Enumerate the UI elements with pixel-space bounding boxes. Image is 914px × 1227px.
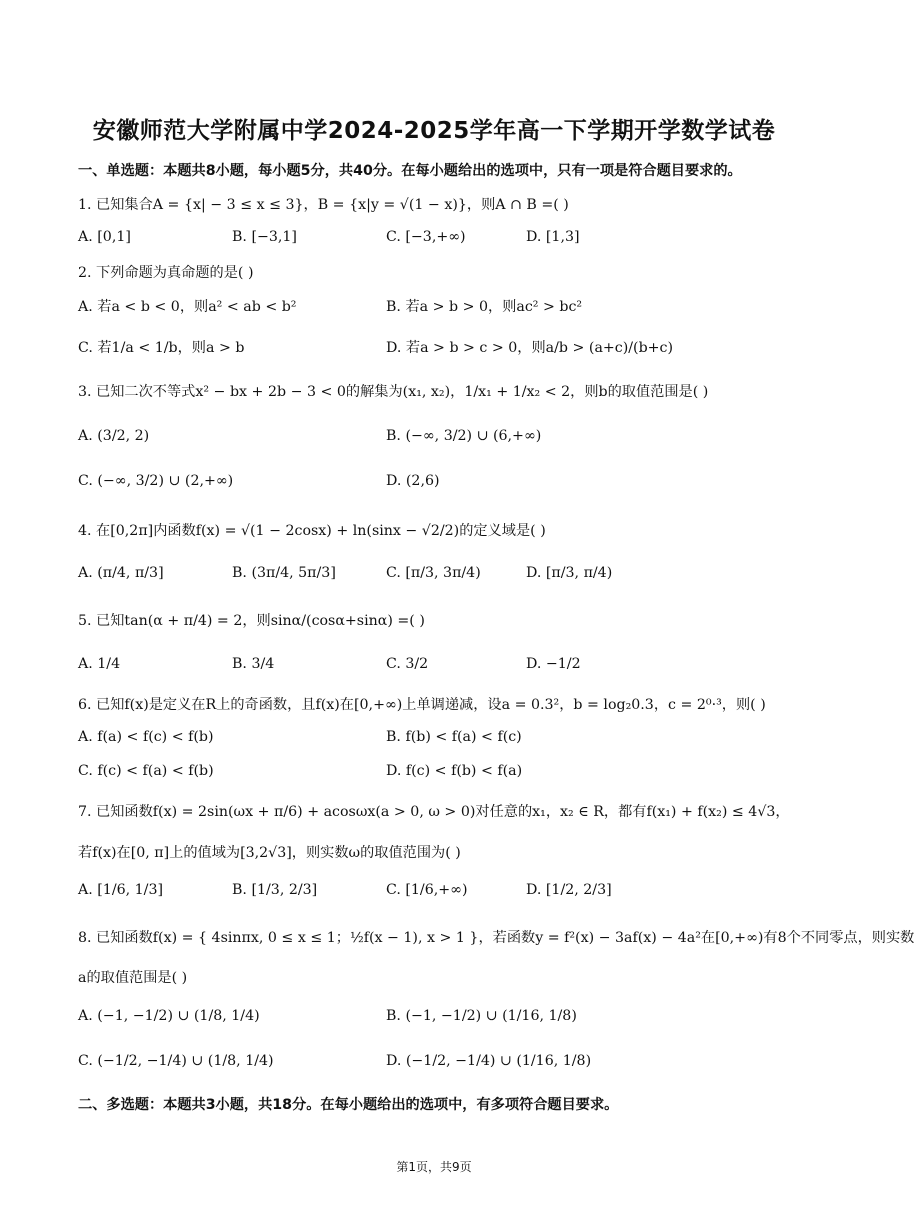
- question-8-option-c: C. (−1/2, −1/4) ∪ (1/8, 1/4): [78, 1053, 274, 1069]
- question-2-option-c: C. 若1/a < 1/b，则a > b: [78, 340, 245, 356]
- question-7-option-a: A. [1/6, 1/3]: [78, 882, 164, 898]
- question-1-option-d: D. [1,3]: [526, 229, 580, 245]
- question-4-option-c: C. [π/3, 3π/4): [386, 565, 481, 581]
- question-1-stem: 1. 已知集合A = {x| − 3 ≤ x ≤ 3}，B = {x|y = √(1 − x)}，则A ∩ B =( ): [78, 197, 569, 213]
- page-title: 安徽师范大学附属中学2024-2025学年高一下学期开学数学试卷: [92, 118, 776, 144]
- question-5-option-c: C. 3/2: [386, 656, 429, 672]
- question-5-option-d: D. −1/2: [526, 656, 581, 672]
- question-7-option-d: D. [1/2, 2/3]: [526, 882, 612, 898]
- question-3-option-a: A. (3/2, 2): [78, 428, 150, 444]
- question-6-option-c: C. f(c) < f(a) < f(b): [78, 763, 214, 779]
- question-2-option-b: B. 若a > b > 0，则ac² > bc²: [386, 299, 583, 315]
- question-8-option-d: D. (−1/2, −1/4) ∪ (1/16, 1/8): [386, 1053, 592, 1069]
- question-1-option-b: B. [−3,1]: [232, 229, 297, 245]
- question-6-stem: 6. 已知f(x)是定义在R上的奇函数，且f(x)在[0,+∞)上单调递减，设a = 0.3²，b = log₂0.3，c = 2⁰·³，则( ): [78, 697, 766, 713]
- question-2-option-a: A. 若a < b < 0，则a² < ab < b²: [78, 299, 297, 315]
- question-4-option-b: B. (3π/4, 5π/3]: [232, 565, 336, 581]
- question-3-option-c: C. (−∞, 3/2) ∪ (2,+∞): [78, 473, 234, 489]
- question-1-option-a: A. [0,1]: [78, 229, 131, 245]
- question-3-stem: 3. 已知二次不等式x² − bx + 2b − 3 < 0的解集为(x₁, x₂)，1/x₁ + 1/x₂ < 2，则b的取值范围是( ): [78, 384, 709, 400]
- question-3-option-b: B. (−∞, 3/2) ∪ (6,+∞): [386, 428, 542, 444]
- question-1-option-c: C. [−3,+∞): [386, 229, 466, 245]
- question-2-stem: 2. 下列命题为真命题的是( ): [78, 265, 254, 281]
- question-8-option-a: A. (−1, −1/2) ∪ (1/8, 1/4): [78, 1008, 260, 1024]
- question-8-stem-line1: 8. 已知函数f(x) = { 4sinπx, 0 ≤ x ≤ 1；½f(x − 1), x > 1 }，若函数y = f²(x) − 3af(x) − 4a²在[0,+∞)有8个不同零点，则实数: [78, 930, 914, 946]
- question-5-option-b: B. 3/4: [232, 656, 275, 672]
- question-5-option-a: A. 1/4: [78, 656, 121, 672]
- page-footer: 第1页，共9页: [396, 1160, 472, 1174]
- question-6-option-a: A. f(a) < f(c) < f(b): [78, 729, 214, 745]
- question-7-option-c: C. [1/6,+∞): [386, 882, 468, 898]
- question-6-option-b: B. f(b) < f(a) < f(c): [386, 729, 522, 745]
- question-4-option-a: A. (π/4, π/3]: [78, 565, 164, 581]
- question-2-option-d: D. 若a > b > c > 0，则a/b > (a+c)/(b+c): [386, 340, 674, 356]
- question-7-stem-line1: 7. 已知函数f(x) = 2sin(ωx + π/6) + acosωx(a > 0, ω > 0)对任意的x₁，x₂ ∈ R，都有f(x₁) + f(x₂) ≤ 4√3，: [78, 804, 790, 820]
- question-3-option-d: D. (2,6): [386, 473, 440, 489]
- question-5-stem: 5. 已知tan(α + π/4) = 2，则sinα/(cosα+sinα) =( ): [78, 613, 425, 629]
- question-6-option-d: D. f(c) < f(b) < f(a): [386, 763, 523, 779]
- question-4-option-d: D. [π/3, π/4): [526, 565, 613, 581]
- question-4-stem: 4. 在[0,2π]内函数f(x) = √(1 − 2cosx) + ln(sinx − √2/2)的定义域是( ): [78, 523, 546, 539]
- section-single-choice-header: 一、单选题：本题共8小题，每小题5分，共40分。在每小题给出的选项中，只有一项是符合题目要求的。: [78, 163, 742, 179]
- question-7-stem-line2: 若f(x)在[0, π]上的值域为[3,2√3]，则实数ω的取值范围为( ): [78, 845, 461, 861]
- question-8-stem-line2: a的取值范围是( ): [78, 970, 188, 986]
- question-8-option-b: B. (−1, −1/2) ∪ (1/16, 1/8): [386, 1008, 577, 1024]
- section-multiple-choice-header: 二、多选题：本题共3小题，共18分。在每小题给出的选项中，有多项符合题目要求。: [78, 1097, 619, 1113]
- question-7-option-b: B. [1/3, 2/3]: [232, 882, 318, 898]
